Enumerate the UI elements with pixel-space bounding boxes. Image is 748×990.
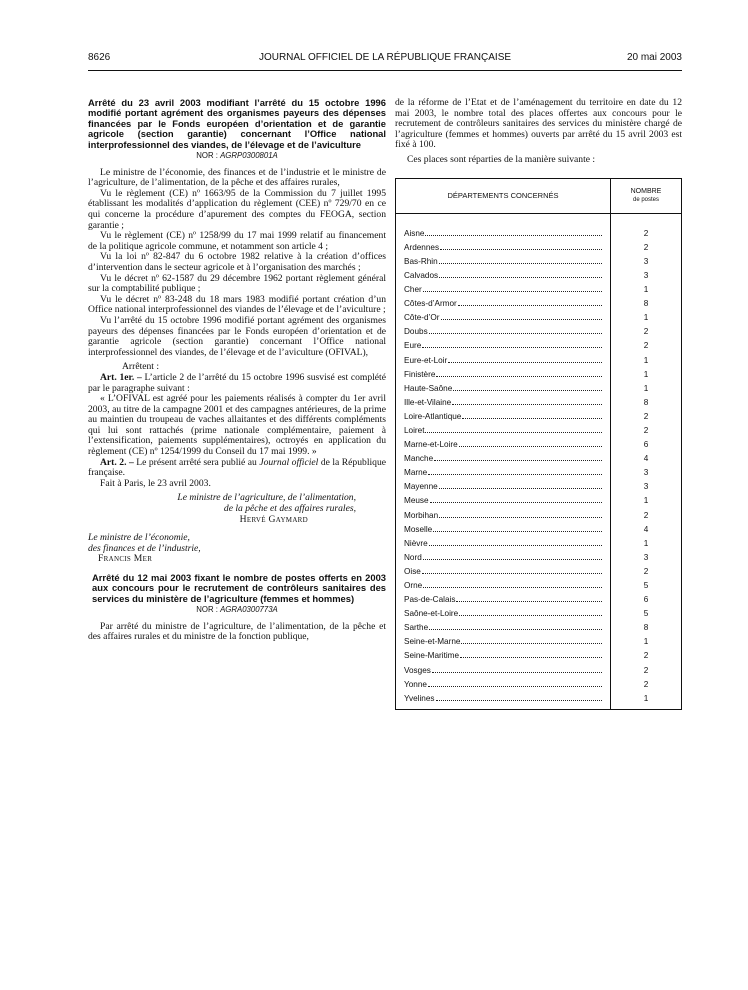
- visa-6: Vu l’arrêté du 15 octobre 1996 modifié portant agrément des organismes payeurs des dépenses financées par le Fonds européen d’orientation et de garantie agricole (section garantie) concernant l’Office national interprofessionnel des viandes, de l’élevage et de l’aviculture (OFIVAL),: [88, 314, 386, 358]
- article-1: [88, 373, 386, 394]
- dot-leader: [423, 290, 602, 292]
- post-count: 3: [643, 270, 649, 280]
- post-count: 2: [643, 425, 649, 435]
- signatory-2-title-a: Le ministre de l’économie,: [88, 532, 190, 544]
- count-column: [611, 214, 681, 709]
- journal-title: JOURNAL OFFICIEL DE LA RÉPUBLIQUE FRANÇAISE: [258, 52, 512, 63]
- department-name: Nord: [404, 552, 422, 562]
- right-column: [395, 98, 682, 710]
- department-name: Eure: [404, 341, 422, 351]
- department-name: Aisne: [404, 228, 425, 238]
- post-count: 2: [643, 242, 649, 252]
- post-count: 8: [643, 623, 649, 633]
- dot-leader: [422, 572, 602, 574]
- post-count: 1: [643, 369, 649, 379]
- table-row: [404, 280, 602, 294]
- dot-leader: [439, 276, 602, 278]
- visa-5: Vu le décret nº 83-248 du 18 mars 1983 modifié portant création d’un Office national interprofessionnel des viandes de l’élevage et de l’aviculture ;: [88, 293, 386, 316]
- post-count: 1: [643, 496, 649, 506]
- department-name: Loiret: [404, 425, 425, 435]
- post-count: 3: [643, 552, 649, 562]
- post-count: 3: [643, 482, 649, 492]
- department-name: Marne: [404, 468, 428, 478]
- post-count: 1: [643, 383, 649, 393]
- table-row: [404, 308, 602, 322]
- table-row: [404, 350, 602, 364]
- department-column: [396, 214, 611, 709]
- table-row: [404, 646, 602, 660]
- visa-3: Vu la loi nº 82-847 du 6 octobre 1982 relative à la création d’offices d’intervention dans le secteur agricole et à l’organisation des marchés ;: [88, 251, 386, 273]
- nor-code-1: AGRP0300801A: [220, 151, 278, 161]
- dot-leader: [453, 389, 602, 391]
- table-row: [404, 435, 602, 449]
- dot-leader: [459, 614, 602, 616]
- post-count: 2: [643, 411, 649, 421]
- dot-leader: [452, 403, 602, 405]
- department-name: Ardennes: [404, 242, 440, 252]
- table-row: [404, 675, 602, 689]
- post-count: 2: [643, 651, 649, 661]
- post-count: 2: [643, 679, 649, 689]
- post-count: 4: [643, 454, 649, 464]
- issue-date: 20 mai 2003: [626, 52, 682, 63]
- department-name: Meuse: [404, 496, 429, 506]
- signatory-1-title-b: de la pêche et des affaires rurales,: [223, 503, 356, 515]
- department-name: Orne: [404, 581, 423, 590]
- column-header-departments: DÉPARTEMENTS CONCERNÉS: [396, 179, 611, 213]
- dot-leader: [428, 473, 602, 475]
- article-1-text: L’article 2 de l’arrêté du 15 octobre 1996 susvisé est complété par le paragraphe suivant :: [88, 371, 386, 394]
- table-row: [404, 407, 602, 421]
- dot-leader: [439, 516, 602, 518]
- nor-reference-1: [88, 151, 386, 162]
- post-count: 5: [643, 581, 649, 590]
- signatory-1-name: Hervé Gaymard: [239, 513, 308, 525]
- department-name: Nièvre: [404, 538, 428, 548]
- dot-leader: [423, 558, 602, 560]
- signatory-1-title-a: Le ministre de l’agriculture, de l’alimentation,: [177, 492, 356, 504]
- table-row: [404, 491, 602, 505]
- department-name: Saône-et-Loire: [404, 609, 459, 619]
- article-2: [88, 458, 386, 479]
- posts-table: [395, 178, 682, 710]
- department-name: Sarthe: [404, 623, 429, 633]
- dot-leader: [436, 699, 603, 701]
- table-row: [404, 238, 602, 252]
- dot-leader: [458, 304, 602, 306]
- post-count: 2: [643, 327, 649, 337]
- table-row: [404, 505, 602, 519]
- post-count: 5: [643, 609, 649, 619]
- table-row: [404, 449, 602, 463]
- table-row: [404, 393, 602, 407]
- visa-1: Vu le règlement (CE) nº 1663/95 de la Commission du 7 juillet 1995 établissant les modalités d’application du règlement (CEE) nº 729/70 en ce qui concerne la procédure d’apurement des comptes du FEOGA, section garantie ;: [88, 187, 386, 231]
- dot-leader: [429, 544, 602, 546]
- table-row: [404, 520, 602, 534]
- department-name: Haute-Saône: [404, 383, 453, 393]
- table-row: [404, 365, 602, 379]
- decree-title-2: Arrêté du 12 mai 2003 fixant le nombre de postes offerts en 2003 aux concours pour le recrutement de contrôleurs sanitaires des services du ministère de l’agriculture (femmes et hommes): [92, 572, 386, 604]
- table-row: [404, 322, 602, 336]
- table-body: [396, 214, 681, 709]
- table-row: [404, 224, 602, 238]
- table-row: [404, 590, 602, 604]
- post-count: 4: [643, 524, 649, 534]
- department-name: Pas-de-Calais: [404, 595, 456, 605]
- dot-leader: [428, 685, 602, 687]
- dot-leader: [425, 431, 602, 433]
- department-name: Doubs: [404, 327, 428, 337]
- table-row: [404, 618, 602, 632]
- dot-leader: [434, 459, 602, 461]
- post-count: 1: [643, 637, 649, 647]
- dot-leader: [440, 248, 602, 250]
- left-column: [88, 98, 386, 643]
- table-row: [404, 477, 602, 491]
- post-count: 1: [643, 693, 649, 703]
- table-row: [404, 421, 602, 435]
- decree-title-1: Arrêté du 23 avril 2003 modifiant l’arrêté du 15 octobre 1996 modifié portant agrément des organismes payeurs des dépenses financées par le Fonds européen d’orientation et de garantie agricole (section garantie) concernant l’Office national interprofessionnel des viandes, de l’élevage et de l’aviculture: [88, 97, 386, 150]
- dot-leader: [461, 642, 602, 644]
- table-row: [404, 660, 602, 674]
- post-count: 2: [643, 566, 649, 576]
- dot-leader: [433, 530, 602, 532]
- dot-leader: [436, 375, 602, 377]
- department-name: Oise: [404, 566, 421, 576]
- table-row: [404, 463, 602, 477]
- dot-leader: [429, 628, 602, 630]
- table-row: [404, 689, 602, 703]
- nor-label-2: NOR :: [196, 605, 218, 615]
- decree-2-continuation: de la réforme de l’Etat et de l’aménagement du territoire en date du 12 mai 2003, le nombre total des places offertes aux concours pour le recrutement de contrôleurs sanitaires des services du ministère chargé de l’agriculture (femmes et hommes) ouverts par arrêté du 15 avril 2003 est fixé à 100.: [395, 97, 682, 151]
- post-count: 8: [643, 397, 649, 407]
- department-name: Yvelines: [404, 693, 435, 703]
- article-2-text-b: de la République française.: [88, 456, 386, 479]
- decree-2-opening: Par arrêté du ministre de l’agriculture, de l’alimentation, de la pêche et des affaires rurales et du ministre de la fonction publique,: [88, 620, 386, 643]
- column-header-count-a: NOMBRE: [630, 187, 662, 195]
- post-count: 1: [643, 285, 649, 295]
- signatory-2-title-b: des finances et de l’industrie,: [88, 542, 201, 554]
- dot-leader: [425, 234, 602, 236]
- table-header: [396, 179, 681, 214]
- post-count: 2: [643, 510, 649, 520]
- post-count: 1: [643, 538, 649, 548]
- dot-leader: [422, 346, 602, 348]
- table-row: [404, 294, 602, 308]
- department-name: Marne-et-Loire: [404, 440, 458, 450]
- header-rule: [88, 70, 682, 71]
- post-count: 2: [643, 228, 649, 238]
- post-count: 3: [643, 256, 649, 266]
- page-header: [88, 52, 682, 66]
- signature-place-date: Fait à Paris, le 23 avril 2003.: [100, 477, 211, 489]
- page-number: 8626: [88, 52, 111, 63]
- dot-leader: [439, 487, 602, 489]
- table-row: [404, 562, 602, 576]
- department-name: Côtes-d’Armor: [404, 299, 457, 309]
- visa-2: Vu le règlement (CE) nº 1258/99 du 17 mai 1999 relatif au financement de la politique agricole commune, et notamment son article 4 ;: [88, 230, 386, 252]
- dot-leader: [460, 656, 602, 658]
- table-row: [404, 252, 602, 266]
- post-count: 6: [643, 595, 649, 605]
- arretent-heading: Arrêtent :: [122, 361, 160, 373]
- table-row: [404, 336, 602, 350]
- dot-leader: [462, 417, 602, 419]
- visa-4: Vu le décret nº 62-1587 du 29 décembre 1962 portant règlement général sur la comptabilité publique ;: [88, 272, 386, 295]
- dot-leader: [432, 671, 602, 673]
- table-row: [404, 379, 602, 393]
- department-name: Ille-et-Vilaine: [404, 397, 452, 407]
- dot-leader: [459, 445, 602, 447]
- table-row: [404, 266, 602, 280]
- article-1-heading: Art. 1er. –: [100, 371, 142, 383]
- dot-leader: [439, 262, 602, 264]
- signatory-2-name: Francis Mer: [98, 553, 153, 565]
- dot-leader: [448, 361, 602, 363]
- post-count: 3: [643, 468, 649, 478]
- dot-leader: [429, 332, 602, 334]
- preamble-ministers: Le ministre de l’économie, des finances et de l’industrie et le ministre de l’agriculture, de l’alimentation, de la pêche et des affaires rurales,: [88, 166, 386, 189]
- department-name: Côte-d’Or: [404, 313, 440, 323]
- department-name: Morbihan: [404, 510, 439, 520]
- department-name: Mayenne: [404, 482, 438, 492]
- article-2-heading: Art. 2. –: [100, 456, 134, 468]
- post-count: 6: [643, 440, 649, 450]
- dot-leader: [441, 318, 603, 320]
- department-name: Finistère: [404, 369, 436, 379]
- distribution-intro: Ces places sont réparties de la manière suivante :: [407, 153, 596, 165]
- department-name: Yonne: [404, 679, 427, 689]
- department-name: Manche: [404, 454, 434, 464]
- post-count: 2: [643, 665, 649, 675]
- department-name: Calvados: [404, 270, 439, 280]
- department-name: Moselle: [404, 524, 433, 534]
- post-count: 2: [643, 341, 649, 351]
- department-name: Cher: [404, 285, 422, 295]
- table-row: [404, 548, 602, 562]
- table-row: [404, 534, 602, 548]
- column-header-count-b: de postes: [632, 196, 660, 203]
- table-row: [404, 632, 602, 646]
- department-name: Loire-Atlantique: [404, 411, 462, 421]
- dot-leader: [456, 600, 602, 602]
- department-name: Seine-Maritime: [404, 651, 460, 661]
- article-1-quote: « L’OFIVAL est agréé pour les paiements réalisés à compter du 1er avril 2003, au titre de la campagne 2001 et des campagnes antérieures, de la prime au maintien du troupeau de vaches allaitantes et des différents compléments qui lui sont rattachés (prime nationale complémentaire, paiement à l’extensification, paiements supplémentaires), octroyés en application du règlement (CE) nº 1254/1999 du Conseil du 17 mai 1999. »: [88, 393, 386, 458]
- post-count: 8: [643, 299, 649, 309]
- dot-leader: [423, 586, 602, 588]
- table-row: [404, 604, 602, 618]
- article-2-journal-ref: Journal officiel: [259, 456, 319, 468]
- column-header-count: [611, 179, 681, 213]
- nor-reference-2: [88, 605, 386, 616]
- department-name: Eure-et-Loir: [404, 355, 448, 365]
- nor-code-2: AGRA0300773A: [220, 605, 278, 615]
- department-name: Vosges: [404, 665, 431, 675]
- table-row: [404, 576, 602, 590]
- department-name: Seine-et-Marne: [404, 637, 461, 647]
- dot-leader: [430, 501, 602, 503]
- nor-label-1: NOR :: [196, 151, 218, 161]
- department-name: Bas-Rhin: [404, 256, 438, 266]
- article-2-text-a: Le présent arrêté sera publié au: [136, 456, 257, 468]
- post-count: 1: [643, 313, 649, 323]
- post-count: 1: [643, 355, 649, 365]
